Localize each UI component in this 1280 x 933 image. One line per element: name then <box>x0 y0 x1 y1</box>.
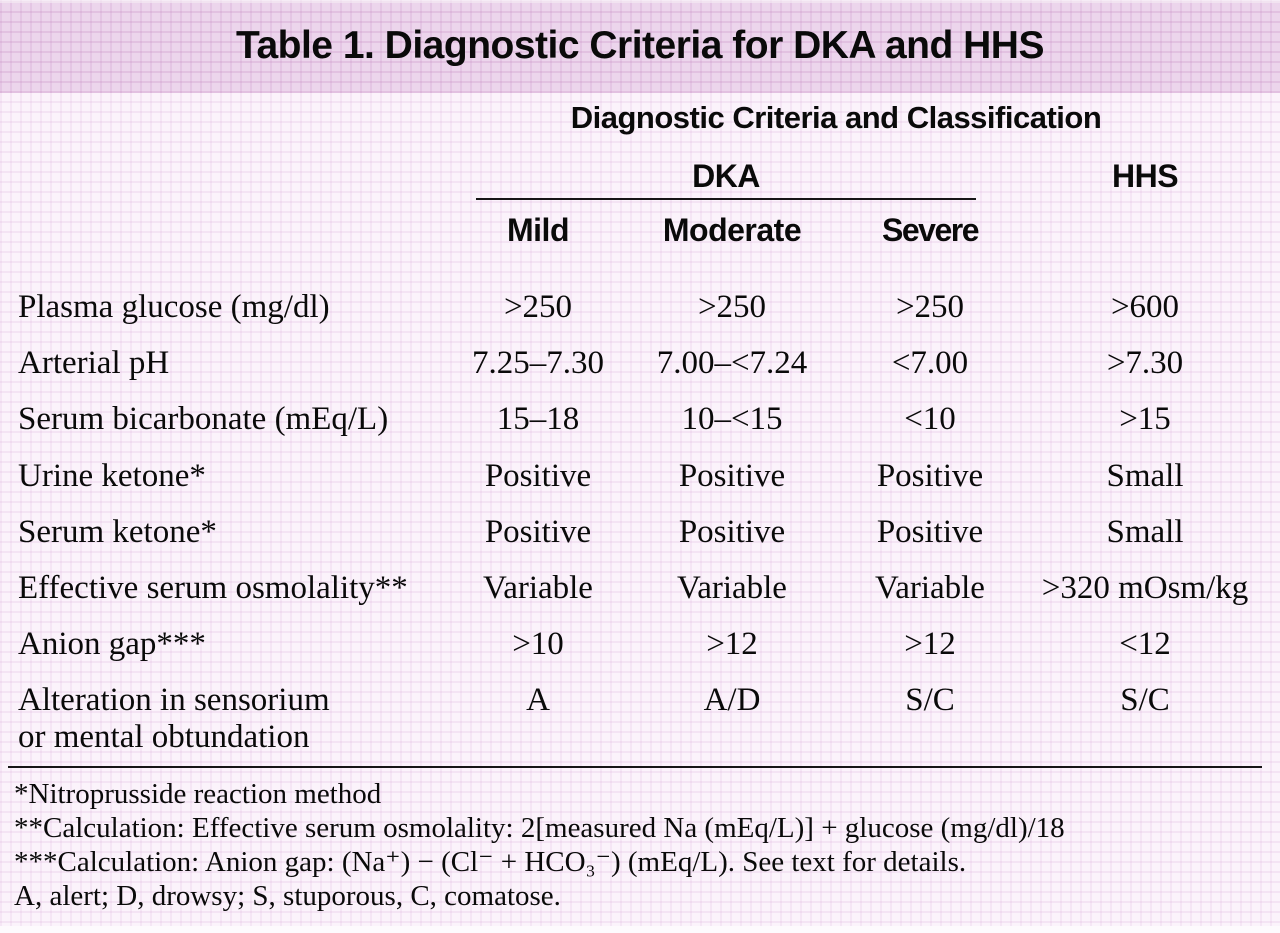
cell-severe: >12 <box>904 626 956 663</box>
column-header-mild: Mild <box>507 212 569 248</box>
cell-hhs: Small <box>1106 513 1184 550</box>
cell-mild: >10 <box>512 626 564 663</box>
cell-hhs: >7.30 <box>1106 344 1184 381</box>
cell-hhs: S/C <box>1120 682 1170 719</box>
cell-mild: Positive <box>484 513 592 550</box>
cell-mild: 7.25–7.30 <box>472 344 604 381</box>
table-row-urine-ketone <box>0 448 1278 504</box>
row-label: Serum ketone* <box>18 513 217 550</box>
table-row-serum-bicarbonate <box>0 392 1278 448</box>
cell-moderate: Variable <box>677 570 787 607</box>
cell-severe: Positive <box>876 457 984 494</box>
title-band <box>0 0 1280 93</box>
row-label: Plasma glucose (mg/dl) <box>18 288 330 325</box>
cell-hhs: >320 mOsm/kg <box>1041 570 1249 607</box>
row-label: Effective serum osmolality** <box>18 570 408 607</box>
row-label-line-2: or mental obtundation <box>18 719 310 756</box>
cell-hhs: Small <box>1106 457 1184 494</box>
cell-hhs: >15 <box>1119 401 1171 438</box>
table-row-alteration-in-sensorium <box>0 673 1278 756</box>
group-header: Diagnostic Criteria and Classification <box>570 100 1102 135</box>
cell-moderate: >250 <box>697 288 767 325</box>
cell-severe: <10 <box>904 401 956 438</box>
table-body <box>0 279 1278 756</box>
dka-underline-rule <box>476 198 976 200</box>
cell-moderate: 7.00–<7.24 <box>656 344 808 381</box>
cell-mild: A <box>526 682 550 719</box>
cell-severe: Variable <box>875 570 985 607</box>
footnotes <box>14 777 1270 913</box>
cell-moderate: A/D <box>703 682 761 719</box>
table-row-arterial-ph <box>0 335 1278 391</box>
cell-hhs: >600 <box>1110 288 1180 325</box>
table-row-anion-gap <box>0 617 1278 673</box>
cell-severe: Positive <box>876 513 984 550</box>
cell-mild: Positive <box>484 457 592 494</box>
cell-severe: S/C <box>905 682 955 719</box>
row-label-line-1: Alteration in sensorium <box>18 682 330 719</box>
cell-mild: Variable <box>483 570 593 607</box>
cell-mild: >250 <box>503 288 573 325</box>
hhs-column-header: HHS <box>1111 158 1179 194</box>
table-row-serum-ketone <box>0 504 1278 560</box>
row-label: Arterial pH <box>18 344 170 381</box>
cell-moderate: >12 <box>706 626 758 663</box>
cell-hhs: <12 <box>1119 626 1171 663</box>
cell-moderate: Positive <box>678 457 786 494</box>
row-label <box>0 682 460 756</box>
footnote-osmolality-calculation: **Calculation: Effective serum osmolality: 2[measured Na (mEq/L)] + glucose (mg/dl)/18 <box>14 812 1065 844</box>
bottom-margin <box>0 926 1280 933</box>
row-label: Anion gap*** <box>18 626 206 663</box>
table-row-effective-serum-osmolality <box>0 560 1278 616</box>
row-label: Serum bicarbonate (mEq/L) <box>18 401 389 438</box>
column-header-severe: Severe <box>882 212 978 248</box>
footnote-nitroprusside: *Nitroprusside reaction method <box>14 778 382 810</box>
cell-moderate: Positive <box>678 513 786 550</box>
cell-severe: >250 <box>895 288 965 325</box>
table-title: Table 1. Diagnostic Criteria for DKA and HHS <box>236 24 1044 67</box>
footnote-abbreviations: A, alert; D, drowsy; S, stuporous, C, comatose. <box>14 880 561 912</box>
cell-mild: 15–18 <box>496 401 580 438</box>
row-label: Urine ketone* <box>18 457 206 494</box>
footnote-divider-rule <box>8 766 1262 768</box>
column-header-moderate: Moderate <box>662 212 802 248</box>
cell-severe: <7.00 <box>891 344 969 381</box>
dka-column-group-header: DKA <box>692 158 760 194</box>
table-row-plasma-glucose <box>0 279 1278 335</box>
footnote-anion-gap-calculation: ***Calculation: Anion gap: (Na⁺) − (Cl⁻ + HCO₃⁻) (mEq/L). See text for details. <box>14 846 967 878</box>
cell-moderate: 10–<15 <box>681 401 783 438</box>
